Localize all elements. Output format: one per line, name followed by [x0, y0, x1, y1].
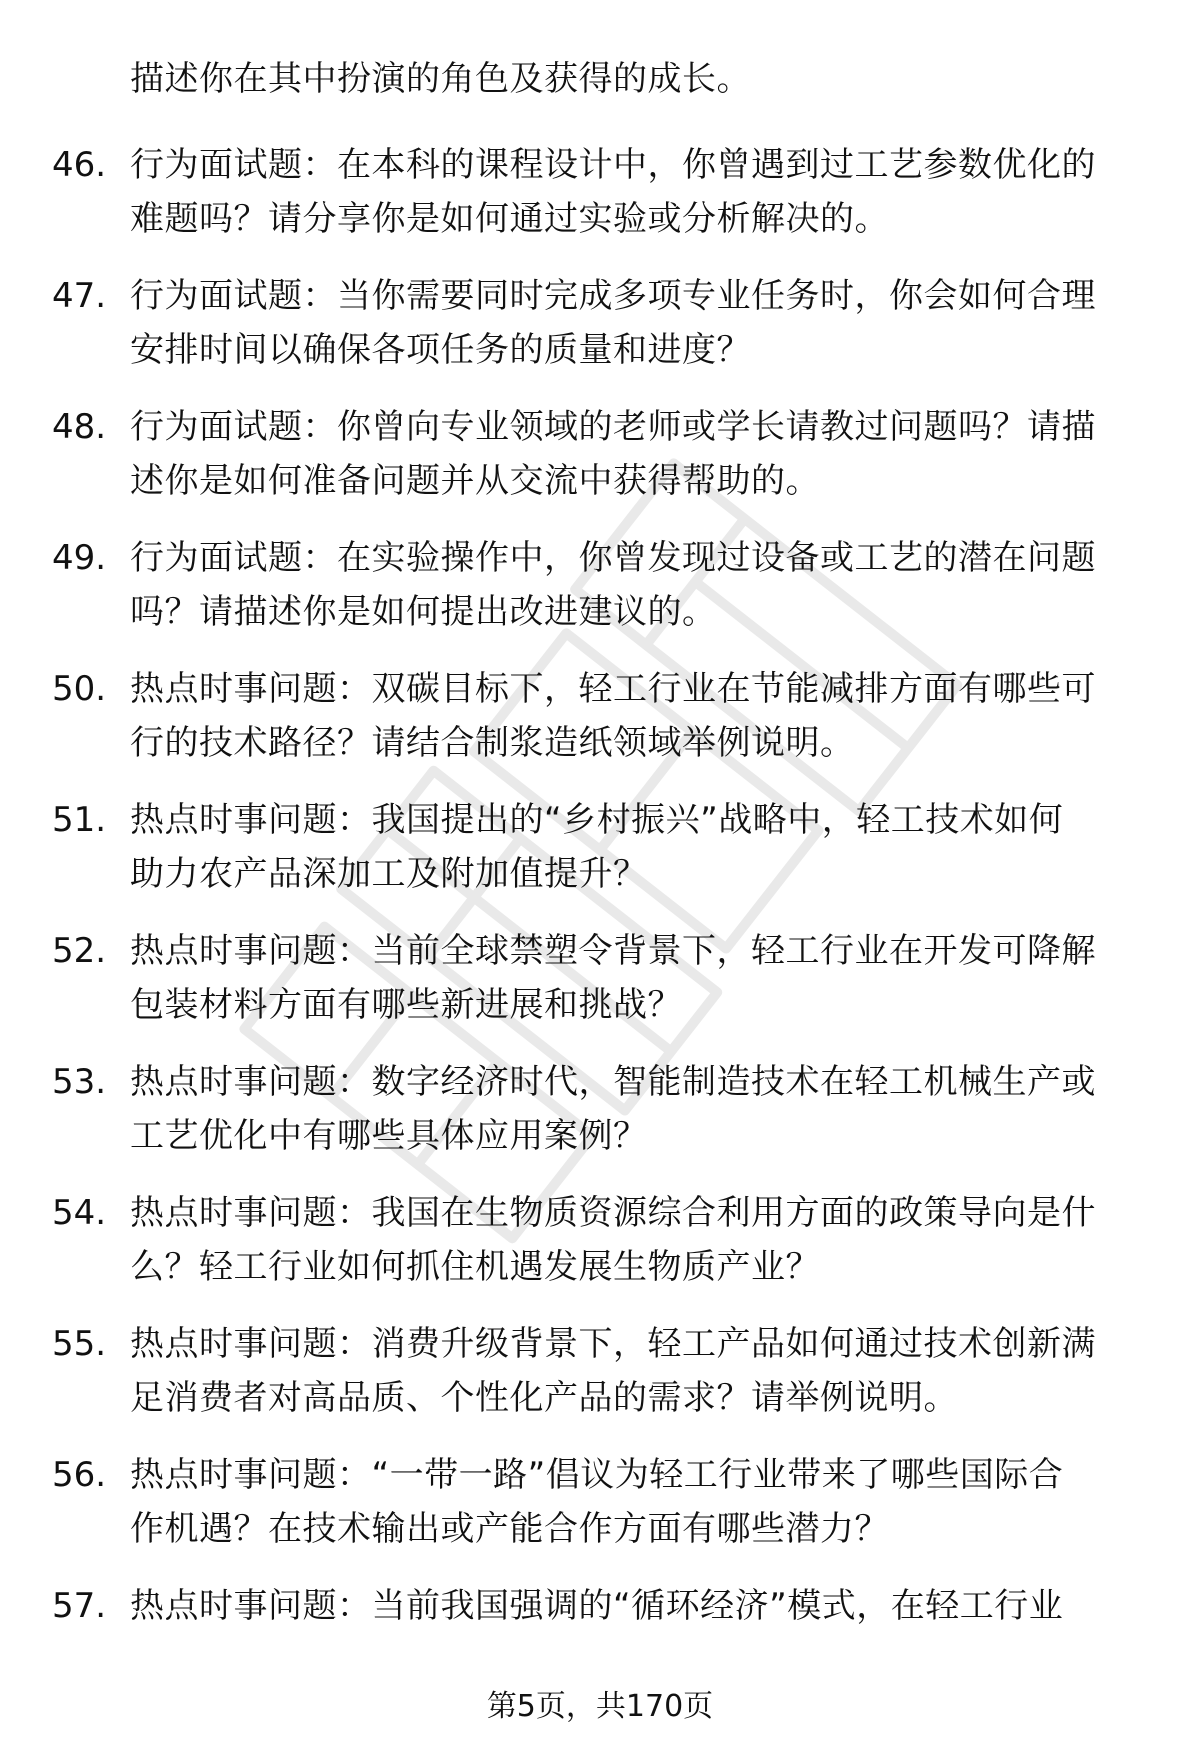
question-text-line-1: 热点时事问题：我国在生物质资源综合利用方面的政策导向是什: [130, 1193, 1096, 1233]
question-text-line-2: 安排时间以确保各项任务的质量和进度？: [130, 330, 751, 370]
question-item: [0, 269, 1200, 400]
question-text-line-2: 工艺优化中有哪些具体应用案例？: [130, 1116, 648, 1156]
question-text-line-2: 助力农产品深加工及附加值提升？: [130, 854, 648, 894]
question-text-line-1: 热点时事问题：数字经济时代，智能制造技术在轻工机械生产或: [130, 1062, 1096, 1102]
question-item: [0, 138, 1200, 269]
question-item: [0, 793, 1200, 924]
question-text-line-1: 热点时事问题：消费升级背景下，轻工产品如何通过技术创新满: [130, 1324, 1096, 1364]
question-number: 54.: [52, 1193, 107, 1233]
question-number: 48.: [52, 407, 107, 447]
question-number: 51.: [52, 800, 107, 840]
question-number: 49.: [52, 538, 107, 578]
question-text-line-2: 作机遇？在技术输出或产能合作方面有哪些潜力？: [130, 1509, 889, 1549]
question-item: [0, 531, 1200, 662]
question-text-line-1: 行为面试题：在本科的课程设计中，你曾遇到过工艺参数优化的: [130, 145, 1096, 185]
question-number: 50.: [52, 669, 107, 709]
question-number: 46.: [52, 145, 107, 185]
question-text-line-2: 行的技术路径？请结合制浆造纸领域举例说明。: [130, 723, 855, 763]
page-number-footer: 第5页，共170页: [486, 1689, 714, 1724]
continuation-line: 描述你在其中扮演的角色及获得的成长。: [130, 59, 751, 99]
question-text-line-2: 述你是如何准备问题并从交流中获得帮助的。: [130, 461, 820, 501]
question-item: [0, 1055, 1200, 1186]
question-text-line-2: 吗？请描述你是如何提出改进建议的。: [130, 592, 717, 632]
question-number: 53.: [52, 1062, 107, 1102]
question-text-line-1: 热点时事问题：当前我国强调的“循环经济”模式，在轻工行业: [130, 1586, 1064, 1626]
question-text-line-1: 行为面试题：当你需要同时完成多项专业任务时，你会如何合理: [130, 276, 1096, 316]
question-item: [0, 924, 1200, 1055]
question-list: [0, 138, 1200, 1710]
question-number: 55.: [52, 1324, 107, 1364]
question-item: [0, 1186, 1200, 1317]
question-text-line-1: 热点时事问题：“一带一路”倡议为轻工行业带来了哪些国际合: [130, 1455, 1064, 1495]
question-text-line-2: 难题吗？请分享你是如何通过实验或分析解决的。: [130, 199, 889, 239]
question-number: 57.: [52, 1586, 107, 1626]
question-text-line-1: 热点时事问题：双碳目标下，轻工行业在节能减排方面有哪些可: [130, 669, 1096, 709]
question-text-line-1: 热点时事问题：我国提出的“乡村振兴”战略中，轻工技术如何: [130, 800, 1064, 840]
question-text-line-2: 么？轻工行业如何抓住机遇发展生物质产业？: [130, 1247, 820, 1287]
question-text-line-2: 足消费者对高品质、个性化产品的需求？请举例说明。: [130, 1378, 958, 1418]
question-number: 47.: [52, 276, 107, 316]
question-number: 56.: [52, 1455, 107, 1495]
question-text-line-2: 包装材料方面有哪些新进展和挑战？: [130, 985, 682, 1025]
question-item: [0, 1317, 1200, 1448]
question-text-line-1: 行为面试题：在实验操作中，你曾发现过设备或工艺的潜在问题: [130, 538, 1096, 578]
question-number: 52.: [52, 931, 107, 971]
question-text-line-1: 行为面试题：你曾向专业领域的老师或学长请教过问题吗？请描: [130, 407, 1096, 447]
question-item: [0, 1448, 1200, 1579]
question-item: [0, 400, 1200, 531]
question-item: [0, 662, 1200, 793]
question-text-line-1: 热点时事问题：当前全球禁塑令背景下，轻工行业在开发可降解: [130, 931, 1096, 971]
